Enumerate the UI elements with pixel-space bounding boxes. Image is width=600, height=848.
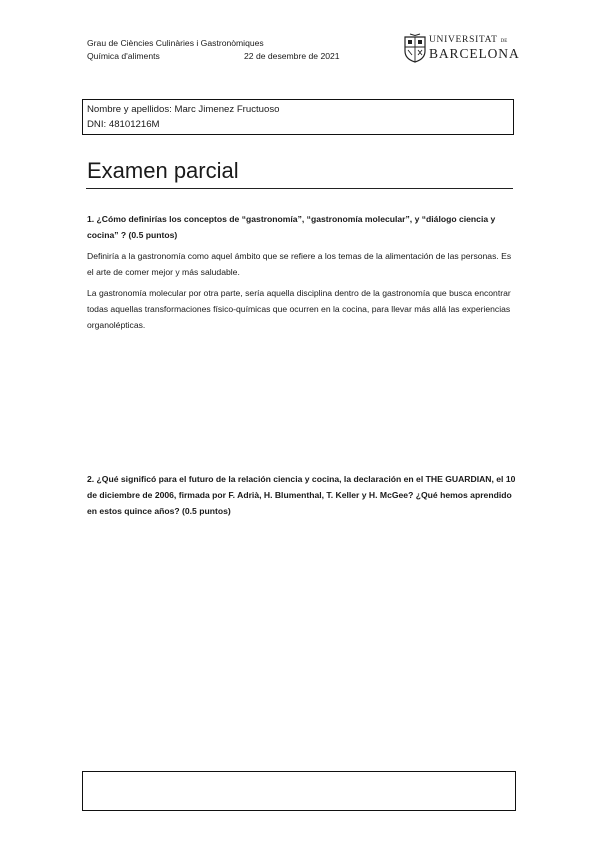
course-name: Grau de Ciències Culinàries i Gastronòmiques xyxy=(87,38,264,48)
answer-1-paragraph-1: Definiría a la gastronomía como aquel ámbito que se refiere a los temas de la alimentación de las personas. Es el arte de comer mejor y más saludable. xyxy=(87,251,512,277)
logo-text-line1: UNIVERSITAT DE xyxy=(429,35,508,45)
subject-name: Química d'aliments xyxy=(87,51,160,61)
title-underline xyxy=(86,188,513,189)
student-name: Nombre y apellidos: Marc Jimenez Fructuoso xyxy=(87,104,280,115)
university-seal-icon xyxy=(403,33,427,63)
student-dni: DNI: 48101216M xyxy=(87,118,160,130)
logo-text-line2: BARCELONA xyxy=(429,46,520,61)
university-logo xyxy=(403,33,518,65)
page-title: Examen parcial xyxy=(87,158,239,183)
answer-1-paragraph-2: La gastronomía molecular por otra parte, sería aquella disciplina dentro de la gastronomía que busca encontrar todas aquellas transformaciones físico-químicas que ocurren en la cocina, para llevar más allá las experiencias organolépticas. xyxy=(87,288,511,330)
exam-date: 22 de desembre de 2021 xyxy=(244,51,340,61)
answer-box xyxy=(82,771,516,811)
question-2: 2. ¿Qué significó para el futuro de la relación ciencia y cocina, la declaración en el THE GUARDIAN, el 10 de diciembre de 2006, firmada por F. Adrià, H. Blumenthal, T. Keller y H. McGee? ¿Qué hemos aprendido en estos quince años? (0.5 puntos) xyxy=(87,474,516,516)
student-info-box xyxy=(82,99,514,135)
question-1: 1. ¿Cómo definirías los conceptos de “gastronomía”, “gastronomía molecular”, y “diálogo ciencia y cocina” ? (0.5 puntos) xyxy=(87,214,496,240)
document-header xyxy=(87,37,340,63)
